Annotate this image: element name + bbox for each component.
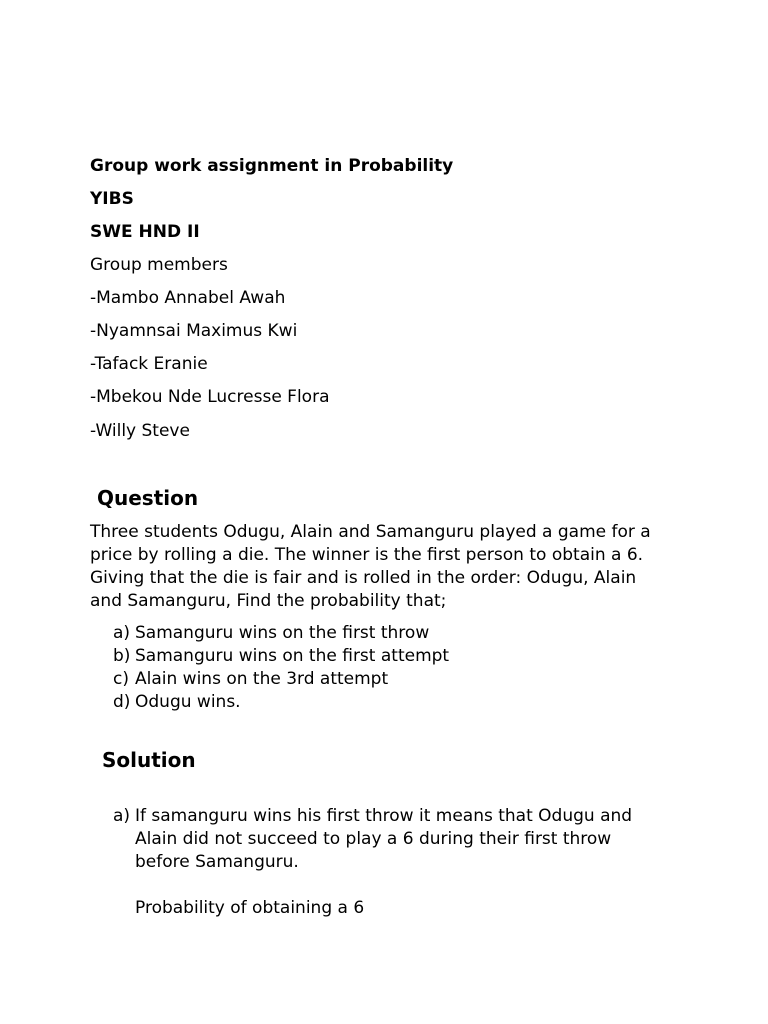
question-line: price by rolling a die. The winner is the first person to obtain a 6. xyxy=(90,545,644,565)
solution-extra-line: Probability of obtaining a 6 xyxy=(135,898,365,918)
list-text: Samanguru wins on the first attempt xyxy=(135,646,450,666)
question-heading: Question xyxy=(97,486,199,510)
question-line: Three students Odugu, Alain and Samanguru played a game for a xyxy=(90,522,651,542)
question-line: and Samanguru, Find the probability that; xyxy=(90,591,447,611)
member-item: -Tafack Eranie xyxy=(90,354,208,374)
members-label: Group members xyxy=(90,255,228,275)
list-marker: a) xyxy=(113,806,131,826)
member-item: -Mbekou Nde Lucresse Flora xyxy=(90,387,330,407)
class-name: SWE HND II xyxy=(90,222,200,242)
list-text: Odugu wins. xyxy=(135,692,241,712)
solution-line: If samanguru wins his first throw it means that Odugu and xyxy=(135,806,633,826)
solution-line: Alain did not succeed to play a 6 during their first throw xyxy=(135,829,612,849)
solution-line: before Samanguru. xyxy=(135,852,299,872)
question-text xyxy=(90,521,690,613)
document-title: Group work assignment in Probability xyxy=(90,156,454,176)
solution-heading: Solution xyxy=(102,748,196,772)
list-marker: b) xyxy=(113,646,131,666)
question-line: Giving that the die is fair and is rolled in the order: Odugu, Alain xyxy=(90,568,637,588)
member-item: -Nyamnsai Maximus Kwi xyxy=(90,321,298,341)
list-text: Alain wins on the 3rd attempt xyxy=(135,669,389,689)
list-marker: a) xyxy=(113,623,131,643)
school-name: YIBS xyxy=(90,189,134,209)
list-marker: d) xyxy=(113,692,131,712)
member-item: -Willy Steve xyxy=(90,421,190,441)
list-text: Samanguru wins on the first throw xyxy=(135,623,430,643)
member-item: -Mambo Annabel Awah xyxy=(90,288,286,308)
list-marker: c) xyxy=(113,669,129,689)
